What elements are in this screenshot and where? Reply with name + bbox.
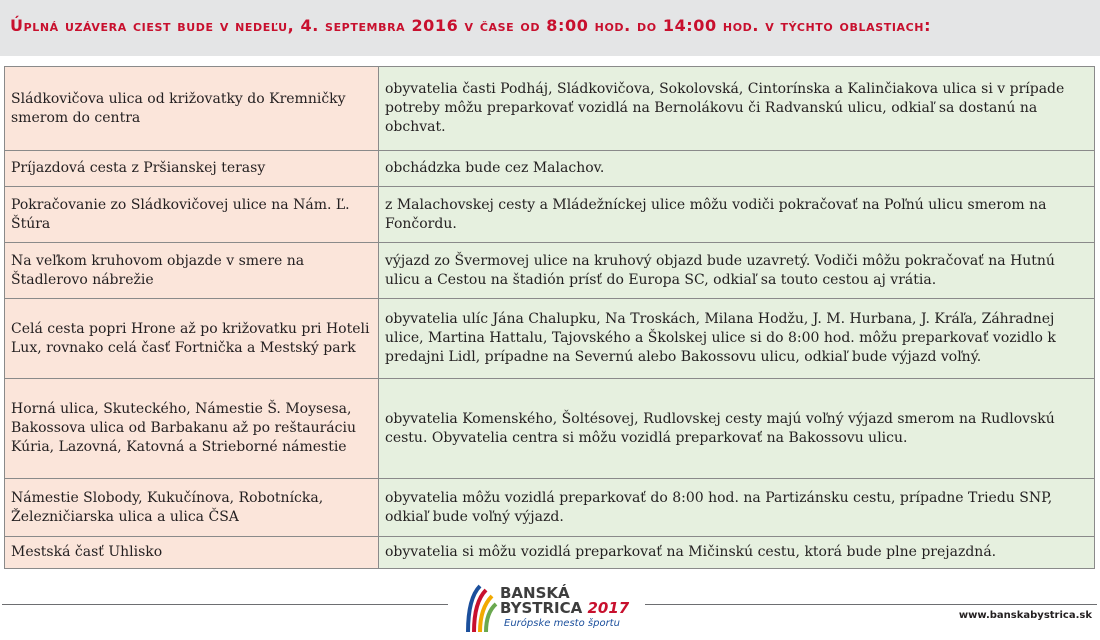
logo-year: 2017: [587, 599, 630, 617]
logo-mark-icon: [462, 580, 498, 636]
header-band: [0, 0, 1100, 56]
area-cell: Príjazdová cesta z Pršianskej terasy: [5, 151, 379, 187]
table-row: [5, 243, 1095, 299]
logo-tagline: Európske mesto športu: [504, 618, 620, 629]
table-row: [5, 479, 1095, 537]
website-link[interactable]: www.banskabystrica.sk: [958, 610, 1092, 621]
info-cell: výjazd zo Švermovej ulice na kruhový objazd bude uzavretý. Vodiči môžu pokračovať na Hutnú ulicu a Cestou na štadión prísť do Europa SC, odkiaľ sa touto cestou aj vrátia.: [379, 243, 1095, 299]
table-row: [5, 67, 1095, 151]
footer-divider-right: [645, 604, 1097, 605]
footer-divider-left: [2, 604, 448, 605]
info-cell: z Malachovskej cesty a Mládežníckej ulice môžu vodiči pokračovať na Poľnú ulicu smerom na Fončordu.: [379, 187, 1095, 243]
area-cell: Na veľkom kruhovom objazde v smere na Štadlerovo nábrežie: [5, 243, 379, 299]
table-row: [5, 187, 1095, 243]
table-row: [5, 379, 1095, 479]
city-logo: [462, 580, 642, 638]
info-cell: obyvatelia Komenského, Šoltésovej, Rudlovskej cesty majú voľný výjazd smerom na Rudlovskú cestu. Obyvatelia centra si môžu vozidlá preparkovať na Bakossovu ulicu.: [379, 379, 1095, 479]
info-cell: obchádzka bude cez Malachov.: [379, 151, 1095, 187]
logo-text-line2: [500, 599, 629, 617]
area-cell: Pokračovanie zo Sládkovičovej ulice na Nám. Ľ. Štúra: [5, 187, 379, 243]
logo-text-line1: BANSKÁ: [500, 584, 570, 602]
info-cell: obyvatelia časti Podháj, Sládkovičova, Sokolovská, Cintorínska a Kalinčiakova ulica si v prípade potreby môžu preparkovať vozidlá na Bernolákovu či Radvanskú ulicu, odkiaľ sa dostanú na obchvat.: [379, 67, 1095, 151]
table-row: [5, 537, 1095, 569]
info-cell: obyvatelia ulíc Jána Chalupku, Na Troskách, Milana Hodžu, J. M. Hurbana, J. Kráľa, Záhradnej ulice, Martina Hattalu, Tajovského a Školskej ulice si do 8:00 hod. môžu preparkovať vozidlo k predajni Lidl, prípadne na Severnú alebo Bakossovu ulicu, odkiaľ bude výjazd voľný.: [379, 299, 1095, 379]
area-cell: Mestská časť Uhlisko: [5, 537, 379, 569]
closure-table: [4, 66, 1095, 569]
area-cell: Celá cesta popri Hrone až po križovatku pri Hoteli Lux, rovnako celá časť Fortnička a Mestský park: [5, 299, 379, 379]
area-cell: Sládkovičova ulica od križovatky do Kremničky smerom do centra: [5, 67, 379, 151]
area-cell: Námestie Slobody, Kukučínova, Robotnícka, Železničiarska ulica a ulica ČSA: [5, 479, 379, 537]
logo-city-name: BYSTRICA: [500, 599, 583, 617]
area-cell: Horná ulica, Skuteckého, Námestie Š. Moysesa, Bakossova ulica od Barbakanu až po reštauráciu Kúria, Lazovná, Katovná a Strieborné námestie: [5, 379, 379, 479]
table-row: [5, 299, 1095, 379]
page-title: Úplná uzávera ciest bude v nedeľu, 4. septembra 2016 v čase od 8:00 hod. do 14:00 hod. v týchto oblastiach:: [10, 16, 932, 35]
info-cell: obyvatelia môžu vozidlá preparkovať do 8:00 hod. na Partizánsku cestu, prípadne Triedu SNP, odkiaľ bude voľný výjazd.: [379, 479, 1095, 537]
info-cell: obyvatelia si môžu vozidlá preparkovať na Mičinskú cestu, ktorá bude plne prejazdná.: [379, 537, 1095, 569]
table-row: [5, 151, 1095, 187]
